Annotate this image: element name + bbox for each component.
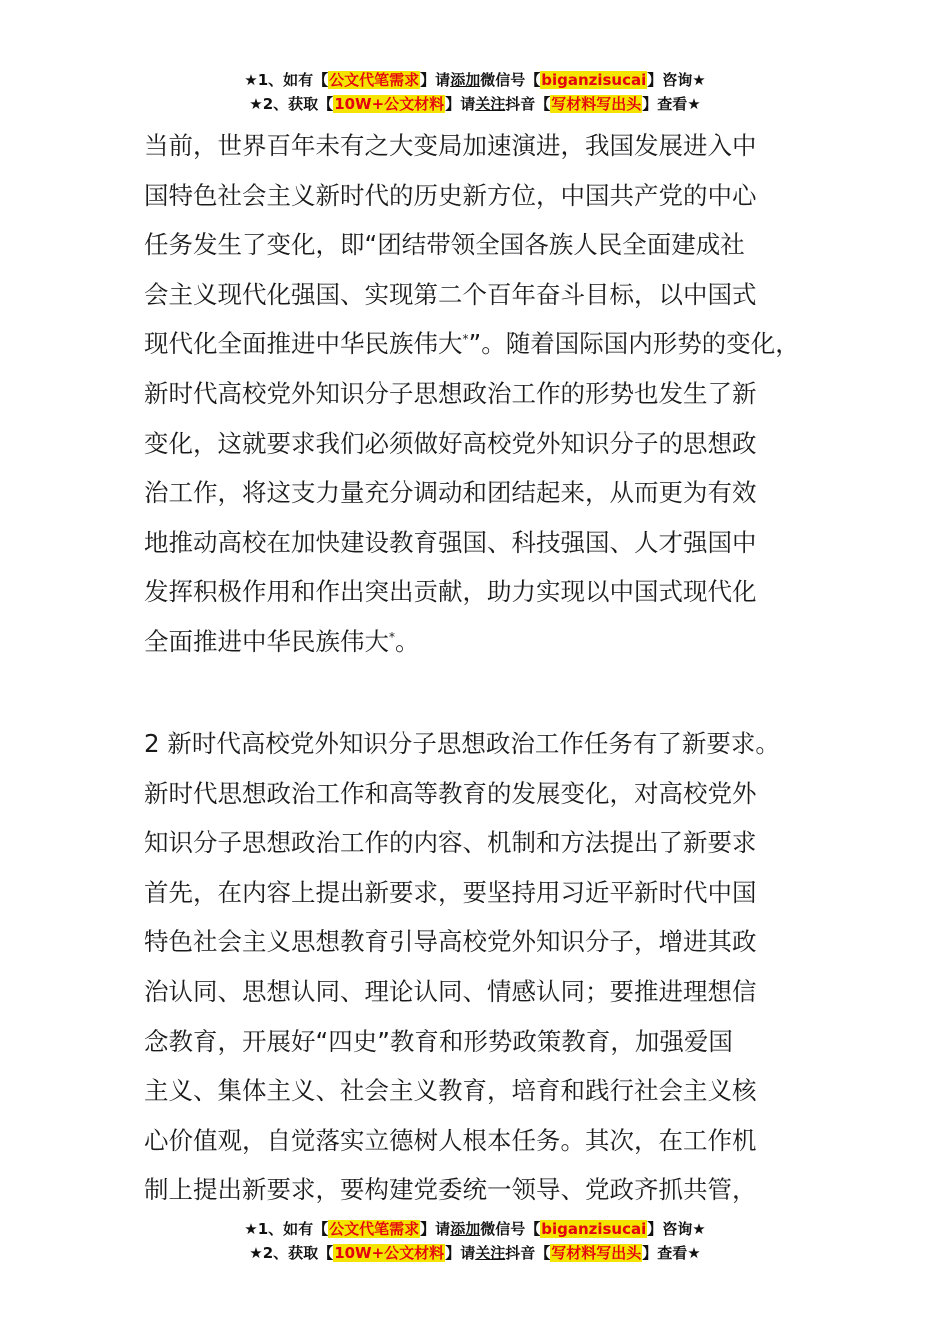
footnote-mark: * — [389, 629, 395, 644]
highlight-douyin: 写材料写出头 — [551, 1244, 642, 1262]
highlight-service: 公文代笔需求 — [329, 1220, 420, 1238]
text-line: 国特色社会主义新时代的历史新方位，中国共产党的中心 — [144, 180, 757, 210]
footnote-mark: * — [462, 332, 469, 347]
text-line: 当前，世界百年未有之大变局加速演进，我国发展进入中 — [144, 131, 757, 160]
text-line: 发挥积极作用和作出突出贡献，助力实现以中国式现代化 — [144, 577, 757, 607]
text-line: 地推动高校在加快建设教育强国、科技强国、人才强国中 — [144, 527, 757, 557]
banner-line-2: ★2、获取【10W+公文材料】请关注抖音【写材料写出头】查看★ — [249, 95, 701, 113]
highlight-service: 公文代笔需求 — [329, 71, 420, 89]
text-line: 念教育，开展好“四史”教育和形势政策教育，加强爱国 — [144, 1026, 733, 1056]
star-icon: ★ — [244, 1220, 258, 1238]
text-line: 全面推进中华民族伟大*。 — [144, 626, 420, 656]
text-line: 首先，在内容上提出新要求，要坚持用习近平新时代中国 — [144, 877, 757, 907]
highlight-materials: 10W+公文材料 — [334, 95, 445, 113]
section-heading: 2 新时代高校党外知识分子思想政治工作任务有了新要求。 — [144, 729, 780, 758]
banner-line-1: ★1、如有【公文代笔需求】请添加微信号【biganzisucai】咨询★ — [244, 1220, 706, 1238]
text-line: 心价值观，自觉落实立德树人根本任务。其次，在工作机 — [144, 1125, 757, 1155]
text-line: 会主义现代化强国、实现第二个百年奋斗目标，以中国式 — [144, 279, 757, 309]
star-icon: ★ — [249, 95, 263, 113]
banner-line-1: ★1、如有【公文代笔需求】请添加微信号【biganzisucai】咨询★ — [244, 71, 706, 89]
text-line: 新时代高校党外知识分子思想政治工作的形势也发生了新 — [144, 378, 757, 408]
header-banner — [0, 68, 950, 116]
text-line: 特色社会主义思想教育引导高校党外知识分子，增进其政 — [144, 927, 757, 957]
text-line: 主义、集体主义、社会主义教育，培育和践行社会主义核 — [144, 1076, 757, 1106]
star-icon: ★ — [249, 1244, 263, 1262]
text-line: 变化，这就要求我们必须做好高校党外知识分子的思想政 — [144, 428, 757, 458]
paragraph-1 — [144, 121, 834, 667]
text-line: 任务发生了变化，即“团结带领全国各族人民全面建成社 — [144, 230, 745, 260]
text-line: 治工作，将这支力量充分调动和团结起来，从而更为有效 — [144, 478, 757, 508]
text-line: 新时代思想政治工作和高等教育的发展变化，对高校党外 — [144, 778, 757, 808]
highlight-materials: 10W+公文材料 — [334, 1244, 445, 1262]
highlight-douyin: 写材料写出头 — [551, 95, 642, 113]
text-line: 制上提出新要求，要构建党委统一领导、党政齐抓共管， — [144, 1175, 757, 1205]
text-line: 知识分子思想政治工作的内容、机制和方法提出了新要求 — [144, 828, 757, 858]
highlight-wechat-id: biganzisucai — [541, 71, 647, 89]
footer-banner — [0, 1217, 950, 1265]
text-line: 治认同、思想认同、理论认同、情感认同；要推进理想信 — [144, 976, 757, 1006]
star-icon: ★ — [244, 71, 258, 89]
banner-line-2: ★2、获取【10W+公文材料】请关注抖音【写材料写出头】查看★ — [249, 1244, 701, 1262]
paragraph-2 — [144, 719, 834, 1215]
text-line: 现代化全面推进中华民族伟大*”。随着国际国内形势的变化， — [144, 329, 800, 359]
highlight-wechat-id: biganzisucai — [541, 1220, 647, 1238]
